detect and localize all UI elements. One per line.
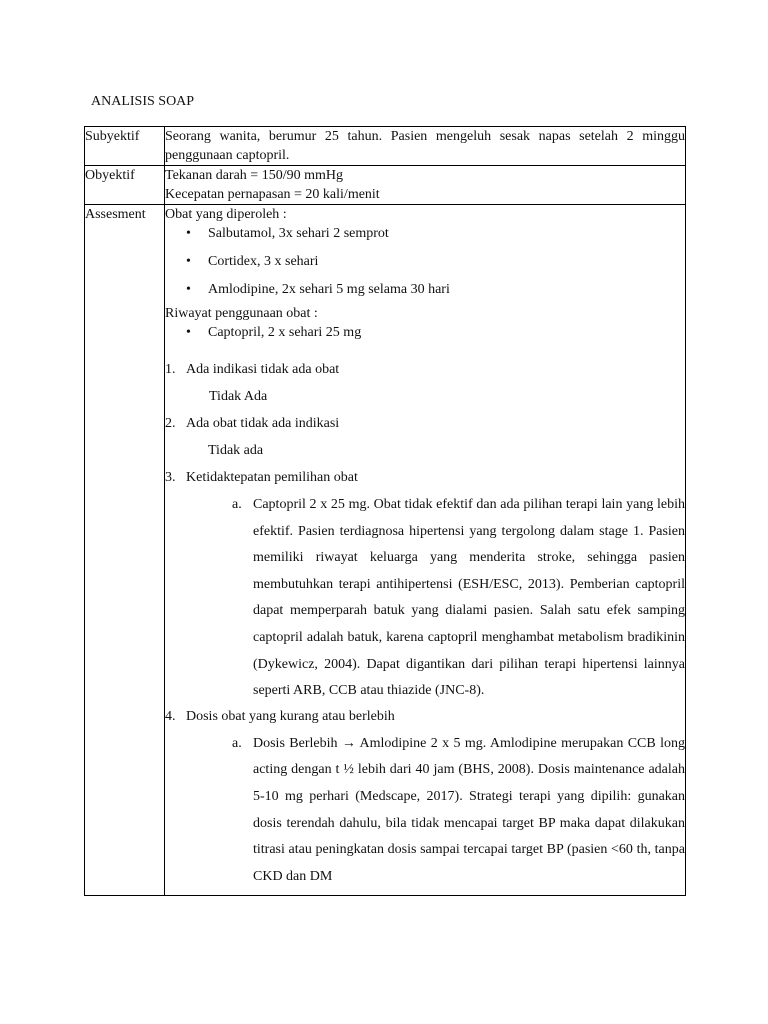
numbered-item-3: 3. Ketidaktepatan pemilihan obat <box>165 470 358 485</box>
numbered-item-title: Ada indikasi tidak ada obat <box>186 362 340 377</box>
list-item: • Captopril, 2 x sehari 25 mg <box>186 325 362 340</box>
bullet-icon: • <box>186 282 191 297</box>
table-row-assesment <box>85 205 686 896</box>
numbered-item-1: 1. Ada indikasi tidak ada obat <box>165 362 340 377</box>
bullet-icon: • <box>186 254 191 269</box>
list-item: • Cortidex, 3 x sehari <box>186 254 319 269</box>
table-row-obyektif <box>85 166 686 205</box>
sub-item-4a: a. Dosis Berlebih → Amlodipine 2 x 5 mg. Amlodipine merupakan CCB long acting dengan t ½ lebih dari 40 jam (BHS, 2008). Dosis maintenance adalah 5-10 mg perhari (Medscape, 2017). Strategi terapi yang dipilih: gunakan dosis terendah dahulu, bila tidak mencapai target BP maka dapat dilakukan titrasi atau peningkatan dosis sampai tercapai target BP (pasien <60 th, tanpa CKD dan DM <box>165 731 685 891</box>
page-title: ANALISIS SOAP <box>91 94 195 109</box>
obat-heading: Obat yang diperoleh : <box>165 207 287 222</box>
numbered-item-2: 2. Ada obat tidak ada indikasi <box>165 416 340 431</box>
obat-list <box>165 224 685 304</box>
sub-item-text: Dosis Berlebih → Amlodipine 2 x 5 mg. Amlodipine merupakan CCB long acting dengan t ½ lebih dari 40 jam (BHS, 2008). Dosis maintenance adalah 5-10 mg perhari (Medscape, 2017). Strategi terapi yang dipilih: gunakan dosis terendah dahulu, bila tidak mencapai target BP maka dapat dilakukan titrasi atau peningkatan dosis sampai tercapai target BP (pasien <60 th, tanpa CKD dan DM <box>253 735 685 884</box>
row-label-assesment: Assesment <box>85 205 165 896</box>
numbered-item-4: 4. Dosis obat yang kurang atau berlebih <box>165 708 395 724</box>
row-label-subyektif: Subyektif <box>85 127 165 166</box>
numbered-item-title: Ada obat tidak ada indikasi <box>186 416 340 431</box>
numbered-item-answer: Tidak Ada <box>209 389 268 404</box>
table-row-subyektif <box>85 127 686 166</box>
obyektif-line: Kecepatan pernapasan = 20 kali/menit <box>165 187 380 202</box>
bullet-icon: • <box>186 226 191 241</box>
assesment-content <box>165 205 686 896</box>
numbered-item-title: Dosis obat yang kurang atau berlebih <box>186 708 395 724</box>
sub-item-3a: a. Captopril 2 x 25 mg. Obat tidak efektif dan ada pilihan terapi lain yang lebih efektif. Pasien terdiagnosa hipertensi yang tergolong dalam stage 1. Pasien memiliki riwayat keluarga yang menderita stroke, sehingga pasien membutuhkan terapi antihipertensi (ESH/ESC, 2013). Pemberian captopril dapat memperparah batuk yang dialami pasien. Salah satu efek samping captopril adalah batuk, karena captopril menghambat metabolism bradikinin (Dykewicz, 2004). Dapat digantikan dari pilihan terapi hipertensi lainnya seperti ARB, CCB atau thiazide (JNC-8). <box>165 492 685 705</box>
obyektif-line: Tekanan darah = 150/90 mmHg <box>165 168 343 183</box>
numbered-item-title: Ketidaktepatan pemilihan obat <box>186 470 358 485</box>
list-item: • Amlodipine, 2x sehari 5 mg selama 30 hari <box>186 282 450 297</box>
row-label-obyektif: Obyektif <box>85 166 165 205</box>
soap-table <box>84 126 686 896</box>
riwayat-heading: Riwayat penggunaan obat : <box>165 306 318 321</box>
obyektif-content <box>165 166 686 205</box>
riwayat-list <box>165 323 685 342</box>
list-item: • Salbutamol, 3x sehari 2 semprot <box>186 226 389 241</box>
numbered-item-answer: Tidak ada <box>208 443 264 458</box>
subyektif-text: Seorang wanita, berumur 25 tahun. Pasien mengeluh sesak napas setelah 2 minggu penggunaan captopril. <box>165 127 686 166</box>
sub-item-text: Captopril 2 x 25 mg. Obat tidak efektif dan ada pilihan terapi lain yang lebih efektif. Pasien terdiagnosa hipertensi yang tergolong dalam stage 1. Pasien memiliki riwayat keluarga yang menderita stroke, sehingga pasien membutuhkan terapi antihipertensi (ESH/ESC, 2013). Pemberian captopril dapat memperparah batuk yang dialami pasien. Salah satu efek samping captopril adalah batuk, karena captopril menghambat metabolism bradikinin (Dykewicz, 2004). Dapat digantikan dari pilihan terapi hipertensi lainnya seperti ARB, CCB atau thiazide (JNC-8). <box>253 497 685 699</box>
bullet-icon: • <box>186 325 191 340</box>
